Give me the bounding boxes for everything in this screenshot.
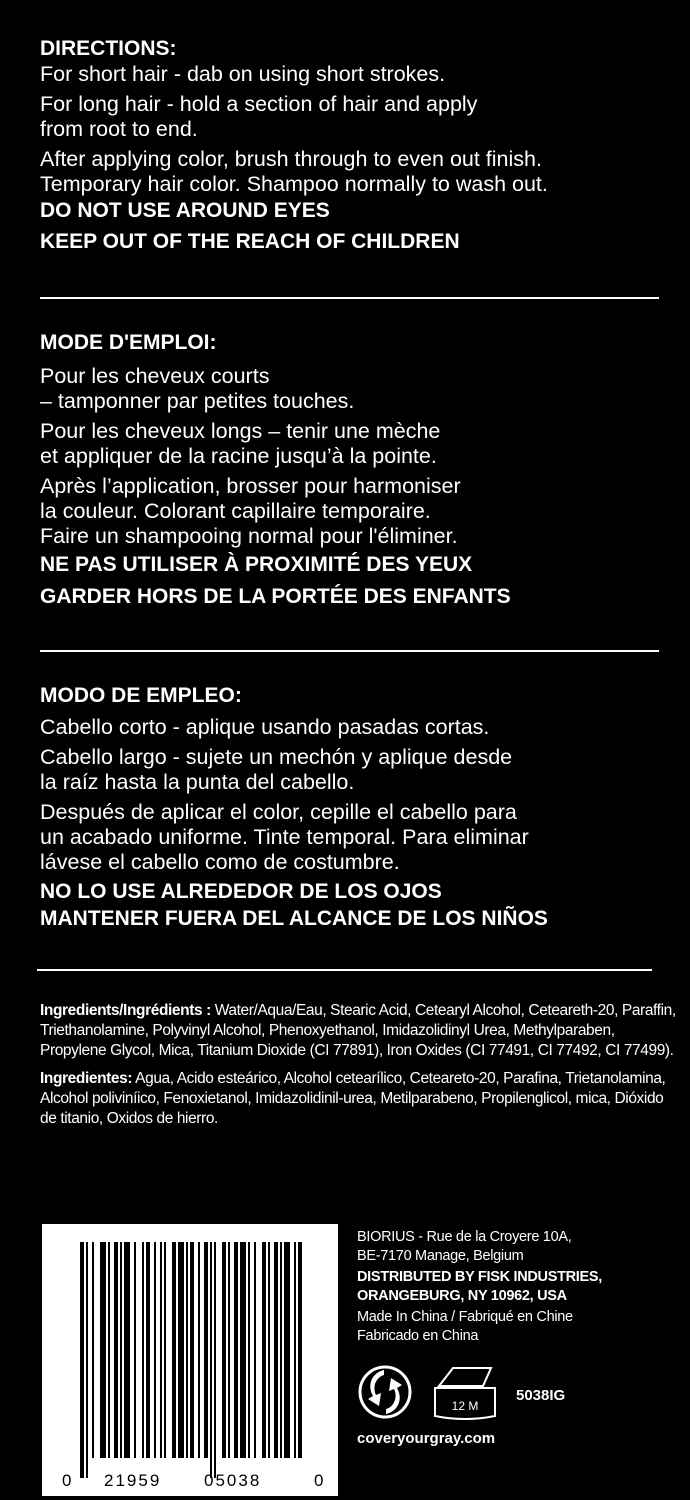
barcode-bar (190, 1242, 194, 1458)
barcode-bar (164, 1242, 166, 1458)
website: coveryourgray.com (357, 1430, 496, 1447)
ingredients-list: Water/Aqua/Eau, Stearic Acid, Cetearyl Alcohol, Ceteareth-20, Paraffin, Triethanolamine, Polyvinyl Alcohol, Phenoxyethanol, Imidazolidinyl Urea, Methylparaben, Propylene Glycol, Mica, Titanium Dioxide (CI 77891), Iron Oxides (CI 77491, CI 77492, CI 77499). (40, 1002, 676, 1059)
product-code: 5038IG (516, 1387, 566, 1404)
directions-english (40, 36, 660, 255)
direction-text: For long hair - hold a section of hair and apply from root to end. (40, 92, 478, 141)
barcode-bar (234, 1242, 238, 1458)
barcode-bar (124, 1242, 130, 1458)
barcode-bar (134, 1242, 136, 1458)
barcode-bar (262, 1242, 266, 1458)
direction-text: Después de aplicar el color, cepille el cabello para un acabado uniforme. Tinte temporal. Para eliminar lávese el cabello como de costumbre. (40, 800, 529, 874)
direction-text: Cabello largo - sujete un mechón y aplique desde la raíz hasta la punta del cabello. (40, 745, 513, 794)
barcode-bar (274, 1242, 278, 1458)
barcode-bar (284, 1242, 290, 1458)
barcode-bar (172, 1242, 176, 1458)
barcode-bar (80, 1242, 84, 1478)
barcode-bar (92, 1242, 94, 1458)
ingredients-es (40, 1069, 680, 1129)
warning-text: DO NOT USE AROUND EYES (40, 199, 330, 222)
barcode-digits-group2: 05038 (204, 1471, 262, 1490)
barcode-digits-group1: 21959 (104, 1471, 162, 1490)
barcode-bar (228, 1242, 230, 1458)
barcode-bar (108, 1242, 110, 1458)
warning-text: MANTENER FUERA DEL ALCANCE DE LOS NIÑOS (40, 907, 548, 930)
barcode-digit-right: 0 (314, 1471, 324, 1490)
warning-text: NO LO USE ALREDEDOR DE LOS OJOS (40, 880, 442, 903)
barcode-bar (120, 1242, 122, 1458)
direction-text: Cabello corto - aplique usando pasadas cortas. (40, 715, 490, 739)
barcode-bar (142, 1242, 144, 1458)
open-jar-pao-icon (435, 1368, 495, 1419)
barcode-bar (222, 1242, 226, 1458)
barcode-bar (254, 1242, 256, 1458)
barcode-bar (186, 1242, 188, 1458)
distributor-address: DISTRIBUTED BY FISK INDUSTRIES, ORANGEBURG, NY 10962, USA (357, 1269, 603, 1304)
ingredients-label: Ingredients/Ingrédients : (40, 1002, 211, 1019)
green-dot-recycle-icon (360, 1367, 410, 1417)
directions-french (40, 330, 660, 610)
barcode-bar (154, 1242, 156, 1458)
barcode-bar (146, 1242, 150, 1458)
directions-spanish (40, 683, 660, 932)
directions-heading: MODO DE EMPLEO: (40, 684, 242, 707)
barcode-bar (240, 1242, 246, 1458)
warning-text: NE PAS UTILISER À PROXIMITÉ DES YEUX (40, 553, 473, 576)
direction-text: Pour les cheveux longs – tenir une mèche et appliquer de la racine jusqu’à la pointe. (40, 419, 441, 468)
barcode-bar (298, 1242, 302, 1458)
barcode-bar (86, 1242, 88, 1478)
barcode-bar (178, 1242, 184, 1458)
barcode-bar (198, 1242, 200, 1458)
barcode-bar (214, 1242, 216, 1478)
divider (40, 297, 659, 299)
warning-text: GARDER HORS DE LA PORTÉE DES ENFANTS (40, 585, 511, 608)
company-info (357, 1228, 657, 1348)
barcode-digit-left: 0 (62, 1471, 72, 1490)
ingredients-block (40, 1001, 680, 1137)
barcode-bar (294, 1242, 296, 1458)
barcode-bar (280, 1242, 282, 1458)
symbols-row (357, 1364, 657, 1420)
ingredients-label: Ingredientes: (40, 1070, 133, 1087)
divider (40, 650, 659, 652)
barcode-bar (268, 1242, 270, 1458)
direction-text: For short hair - dab on using short strokes. (40, 62, 446, 86)
ingredients-list: Agua, Acido esteárico, Alcohol cetearílico, Ceteareto-20, Parafina, Trietanolamina, Alcohol poliviníico, Fenoxietanol, Imidazolidinil-urea, Metilparabeno, Propilenglicol, mica, Dióxido de titanio, Oxidos de hierro. (40, 1070, 666, 1127)
barcode-bar (248, 1242, 250, 1458)
ingredients-en-fr (40, 1001, 680, 1061)
barcode-bar (210, 1242, 212, 1478)
barcode-bar (100, 1242, 106, 1458)
barcode-bar (204, 1242, 208, 1458)
warning-text: KEEP OUT OF THE REACH OF CHILDREN (40, 230, 460, 253)
barcode-bar (160, 1242, 162, 1458)
direction-text: Pour les cheveux courts – tamponner par petites touches. (40, 364, 355, 413)
manufacturer-address: BIORIUS - Rue de la Croyere 10A, BE-7170 Manage, Belgium (357, 1229, 572, 1264)
barcode (42, 1224, 338, 1496)
barcode-bar (114, 1242, 118, 1458)
divider (37, 969, 652, 971)
directions-heading: MODE D'EMPLOI: (40, 331, 217, 354)
country-of-origin: Made In China / Fabriqué en Chine Fabricado en China (357, 1309, 573, 1344)
direction-text: After applying color, brush through to even out finish. Temporary hair color. Shampoo normally to wash out. (40, 147, 548, 196)
barcode-bars (42, 1224, 338, 1496)
direction-text: Après l’application, brosser pour harmoniser la couleur. Colorant capillaire temporaire. Faire un shampooing normal pour l'éliminer. (40, 474, 461, 548)
directions-heading: DIRECTIONS: (40, 37, 177, 60)
pao-label: 12 M (451, 1399, 479, 1413)
